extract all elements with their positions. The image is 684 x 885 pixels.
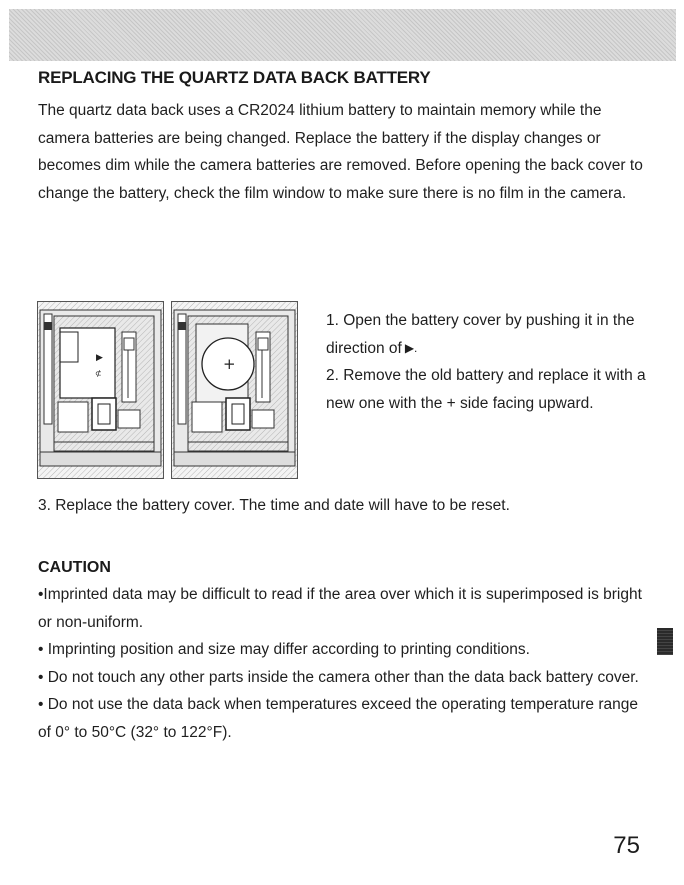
header-band — [9, 9, 676, 61]
caution-list — [38, 581, 648, 746]
battery-symbol-icon: ⊄ — [95, 369, 102, 378]
step-1 — [326, 307, 646, 362]
caution-item: •Imprinted data may be difficult to read if the area over which it is superimposed is bright or non-uniform. — [38, 586, 642, 631]
step-3: 3. Replace the battery cover. The time and date will have to be reset. — [38, 497, 510, 514]
caution-item: • Imprinting position and size may differ according to printing conditions. — [38, 641, 530, 658]
caution-title: CAUTION — [38, 559, 111, 576]
caution-item: • Do not use the data back when temperatures exceed the operating temperature range of 0° to 50°C (32° to 122°F). — [38, 696, 638, 741]
camera-back-drawing-right — [172, 302, 297, 478]
plus-icon: + — [223, 355, 236, 373]
section-tab-marker — [657, 628, 673, 655]
illustration-battery-exposed — [171, 301, 298, 479]
illustration-cover-closed — [37, 301, 164, 479]
arrow-icon: ▶ — [96, 353, 103, 363]
direction-arrow-icon: ▶. — [404, 340, 418, 355]
section-title: REPLACING THE QUARTZ DATA BACK BATTERY — [38, 68, 431, 87]
instruction-steps — [326, 307, 646, 417]
intro-paragraph: The quartz data back uses a CR2024 lithium battery to maintain memory while the camera batteries are being changed. Replace the battery if the display changes or becomes dim while the camera batteries are removed. Before opening the back cover to change the battery, check the film window to make sure there is no film in the camera. — [38, 102, 643, 202]
caution-item: • Do not touch any other parts inside the camera other than the data back battery cover. — [38, 668, 639, 686]
page-number: 75 — [613, 832, 640, 859]
step-2: 2. Remove the old battery and replace it with a new one with the + side facing upward. — [326, 367, 646, 412]
camera-back-drawing-left — [38, 302, 163, 478]
step-1-text: 1. Open the battery cover by pushing it in the direction of — [326, 312, 635, 357]
